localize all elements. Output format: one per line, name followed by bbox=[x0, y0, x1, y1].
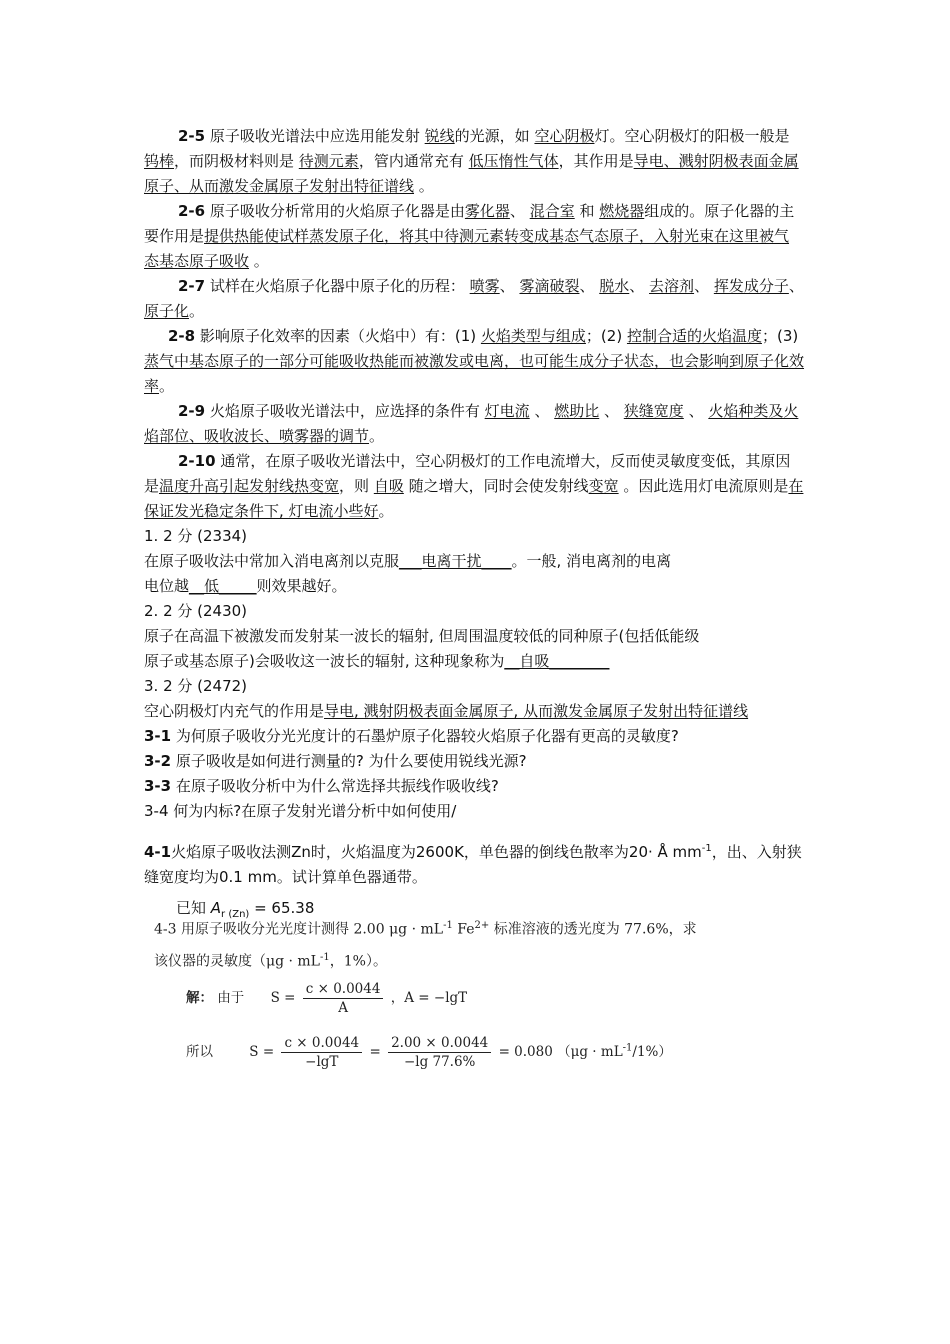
text: 。因此选用灯电流原则是 bbox=[618, 477, 789, 495]
answer-blank: 导电、溅射阴极表面金属原子、从而激发金属原子发射出特征谱线 bbox=[144, 152, 799, 195]
answer-blank: 在保证发光稳定条件下, 灯电流小些好 bbox=[144, 477, 804, 520]
text: ，A = −lgT bbox=[390, 990, 468, 1006]
question-1-header: 1. 2 分 (2334) bbox=[144, 527, 248, 545]
text: 、 bbox=[599, 402, 624, 420]
text: ；(3) bbox=[761, 327, 799, 345]
text: 、 bbox=[629, 277, 650, 295]
text: 、 bbox=[694, 277, 714, 295]
question-3-1 bbox=[144, 724, 804, 749]
text: 由于 bbox=[217, 990, 245, 1006]
text: 通常，在原子吸收光谱法中，空心阴极灯的工作电流增大，反而使灵敏度变低，其原因是 bbox=[144, 452, 791, 495]
text: 空心阴极灯内充气的作用是 bbox=[144, 702, 325, 720]
text: 、 bbox=[788, 277, 804, 295]
text: 灯。空心阴极灯的阳极一般是 bbox=[594, 127, 790, 145]
fraction-denominator: −lgT bbox=[305, 1054, 339, 1070]
text: 。 bbox=[159, 377, 175, 395]
fraction-denominator: A bbox=[338, 1000, 348, 1016]
item-number: 4-1 bbox=[144, 843, 172, 861]
item-number: 2-6 bbox=[178, 202, 206, 220]
paragraph-2-6 bbox=[144, 199, 804, 274]
answer-blank: __低_____ bbox=[189, 577, 257, 595]
answer-blank: 燃烧器 bbox=[599, 202, 645, 220]
text: 为何原子吸收分光光度计的石墨炉原子化器较火焰原子化器有更高的灵敏度? bbox=[171, 727, 679, 745]
text: 。 bbox=[378, 502, 394, 520]
answer-blank: 燃助比 bbox=[554, 402, 600, 420]
solution-line-1 bbox=[186, 980, 467, 1017]
answer-blank: 混合室 bbox=[529, 202, 575, 220]
answer-blank: 待测元素 bbox=[298, 152, 359, 170]
answer-blank: 灯电流 bbox=[484, 402, 530, 420]
item-number: 2-8 bbox=[168, 327, 196, 345]
answer-blank: 蒸气中基态原子的一部分可能吸收热能而被激发或电离，也可能生成分子状态，也会影响到原子化效率 bbox=[144, 352, 805, 395]
question-2-line2 bbox=[144, 649, 804, 674]
question-4-1 bbox=[144, 836, 804, 890]
paragraph-2-7 bbox=[144, 274, 804, 324]
text: 、 bbox=[579, 277, 600, 295]
answer-blank: 脱水 bbox=[599, 277, 630, 295]
text: 电位越 bbox=[144, 577, 190, 595]
text: 试样在火焰原子化器中原子化的历程： bbox=[205, 277, 470, 295]
text: = 65.38 bbox=[249, 899, 315, 917]
text: ，管内通常充有 bbox=[358, 152, 469, 170]
text: 该仪器的灵敏度（μg · mL bbox=[154, 953, 320, 970]
text: 则效果越好。 bbox=[256, 577, 347, 595]
answer-blank: 空心阴极 bbox=[534, 127, 595, 145]
equation-lhs: S = bbox=[249, 1044, 275, 1060]
text: 的光源，如 bbox=[454, 127, 535, 145]
text: 原子吸收是如何进行测量的? 为什么要使用锐线光源? bbox=[171, 752, 527, 770]
answer-blank: 原子化 bbox=[144, 302, 190, 320]
result-value: = 0.080 （μg · mL bbox=[498, 1044, 623, 1060]
text: 。 bbox=[414, 177, 434, 195]
text: 和 bbox=[574, 202, 600, 220]
text: Fe bbox=[452, 921, 475, 938]
text: 随之增大，同时会使发射线 bbox=[403, 477, 589, 495]
fraction bbox=[388, 1034, 491, 1071]
text: ，出、入射狭缝宽度均为0.1 mm。试计算单色器通带。 bbox=[144, 843, 802, 886]
text: 原子吸收光谱法中应选用能发射 bbox=[205, 127, 425, 145]
answer-blank: 雾化器 bbox=[464, 202, 510, 220]
question-3-line1 bbox=[144, 699, 804, 724]
answer-blank: 钨棒 bbox=[144, 152, 175, 170]
text: 。 bbox=[189, 302, 205, 320]
item-number: 3-2 bbox=[144, 752, 172, 770]
text: 、 bbox=[499, 277, 520, 295]
paragraph-2-9 bbox=[144, 399, 804, 449]
question-2-header: 2. 2 分 (2430) bbox=[144, 602, 248, 620]
item-number: 2-9 bbox=[178, 402, 206, 420]
subscript: r (Zn) bbox=[221, 909, 250, 920]
superscript: -1 bbox=[622, 1042, 633, 1054]
item-number: 3-1 bbox=[144, 727, 172, 745]
text: 。 bbox=[249, 252, 269, 270]
text: 。一般, 消电离剂的电离 bbox=[511, 552, 672, 570]
question-1-line1 bbox=[144, 549, 804, 574]
fraction-numerator: 2.00 × 0.0044 bbox=[388, 1034, 491, 1053]
fraction-numerator: c × 0.0044 bbox=[281, 1034, 362, 1053]
answer-blank: 狭缝宽度 bbox=[623, 402, 684, 420]
text: 在原子吸收分析中为什么常选择共振线作吸收线? bbox=[171, 777, 499, 795]
answer-blank: 锐线 bbox=[424, 127, 455, 145]
answer-blank: 雾滴破裂 bbox=[519, 277, 580, 295]
solution-line-2 bbox=[186, 1034, 672, 1071]
superscript: -1 bbox=[443, 920, 453, 931]
fraction bbox=[303, 980, 384, 1017]
answer-blank: 喷雾 bbox=[469, 277, 500, 295]
item-number: 2-5 bbox=[178, 127, 206, 145]
text: /1%） bbox=[632, 1044, 672, 1060]
answer-blank: ___电离干扰____ bbox=[399, 552, 512, 570]
item-number: 3-3 bbox=[144, 777, 172, 795]
answer-blank: 去溶剂 bbox=[649, 277, 695, 295]
text: 、 bbox=[683, 402, 709, 420]
text: 火焰原子吸收光谱法中，应选择的条件有 bbox=[205, 402, 485, 420]
text: ，而阴极材料则是 bbox=[174, 152, 299, 170]
superscript: 2+ bbox=[474, 920, 490, 931]
answer-blank: 控制合适的火焰温度 bbox=[626, 327, 762, 345]
answer-blank: 导电, 溅射阴极表面金属原子, 从而激发金属原子发射出特征谱线 bbox=[324, 702, 749, 720]
answer-blank: 自吸 bbox=[373, 477, 404, 495]
text: 。 bbox=[369, 427, 385, 445]
solution-label: 解： bbox=[186, 990, 213, 1006]
answer-blank: 温度升高引起发射线热变宽 bbox=[159, 477, 340, 495]
text: 已知 bbox=[176, 899, 211, 917]
text: 所以 bbox=[186, 1044, 213, 1060]
text: 组成的。原子化器的主要作用是 bbox=[144, 202, 795, 245]
question-3-4: 3-4 何为内标?在原子发射光谱分析中如何使用/ bbox=[144, 802, 457, 820]
paragraph-2-8 bbox=[144, 324, 804, 399]
answer-blank: 低压惰性气体 bbox=[468, 152, 559, 170]
equals-sign: = bbox=[369, 1044, 381, 1060]
paragraph-2-10 bbox=[144, 449, 804, 524]
text: 、 bbox=[529, 402, 555, 420]
question-1-line2 bbox=[144, 574, 804, 599]
text: 标准溶液的透光度为 77.6%，求 bbox=[489, 921, 697, 938]
answer-blank: 火焰种类及火焰部位、吸收波长、喷雾器的调节 bbox=[144, 402, 799, 445]
answer-blank: 变宽 bbox=[588, 477, 619, 495]
paragraph-2-5 bbox=[144, 124, 804, 199]
text: ，则 bbox=[339, 477, 374, 495]
text: 影响原子化效率的因素（火焰中）有：(1) bbox=[195, 327, 481, 345]
text: 火焰原子吸收法测Zn时，火焰温度为2600K，单色器的倒线色散率为20· Å mm bbox=[171, 843, 702, 861]
question-3-header: 3. 2 分 (2472) bbox=[144, 677, 248, 695]
fraction bbox=[281, 1034, 362, 1071]
text: 、 bbox=[509, 202, 530, 220]
text: ，1%）。 bbox=[329, 953, 387, 970]
question-4-3-line1 bbox=[154, 914, 794, 942]
text: 在原子吸收法中常加入消电离剂以克服 bbox=[144, 552, 400, 570]
question-4-3-line2 bbox=[154, 946, 794, 974]
equation-lhs: S = bbox=[270, 990, 296, 1006]
answer-blank: 挥发成分子 bbox=[713, 277, 789, 295]
text: 4-3 用原子吸收分光光度计测得 2.00 μg · mL bbox=[154, 921, 444, 938]
question-3-2 bbox=[144, 749, 804, 774]
item-number: 2-10 bbox=[178, 452, 216, 470]
answer-blank: 火焰类型与组成 bbox=[480, 327, 586, 345]
symbol: A bbox=[210, 899, 222, 917]
question-3-3 bbox=[144, 774, 804, 799]
item-number: 2-7 bbox=[178, 277, 206, 295]
text: ；(2) bbox=[585, 327, 627, 345]
superscript: -1 bbox=[701, 843, 712, 854]
answer-blank: __自吸________ bbox=[504, 652, 610, 670]
fraction-denominator: −lg 77.6% bbox=[403, 1054, 476, 1070]
text: 原子吸收分析常用的火焰原子化器是由 bbox=[205, 202, 465, 220]
text: 原子或基态原子)会吸收这一波长的辐射, 这种现象称为 bbox=[144, 652, 505, 670]
superscript: -1 bbox=[319, 951, 330, 963]
fraction-numerator: c × 0.0044 bbox=[303, 980, 384, 999]
answer-blank: 提供热能使试样蒸发原子化，将其中待测元素转变成基态气态原子，入射光束在这里被气态基态原子吸收 bbox=[144, 227, 790, 270]
question-4-3 bbox=[154, 914, 794, 973]
question-2-line1: 原子在高温下被激发而发射某一波长的辐射, 但周围温度较低的同种原子(包括低能级 bbox=[144, 627, 700, 645]
text: ，其作用是 bbox=[558, 152, 634, 170]
